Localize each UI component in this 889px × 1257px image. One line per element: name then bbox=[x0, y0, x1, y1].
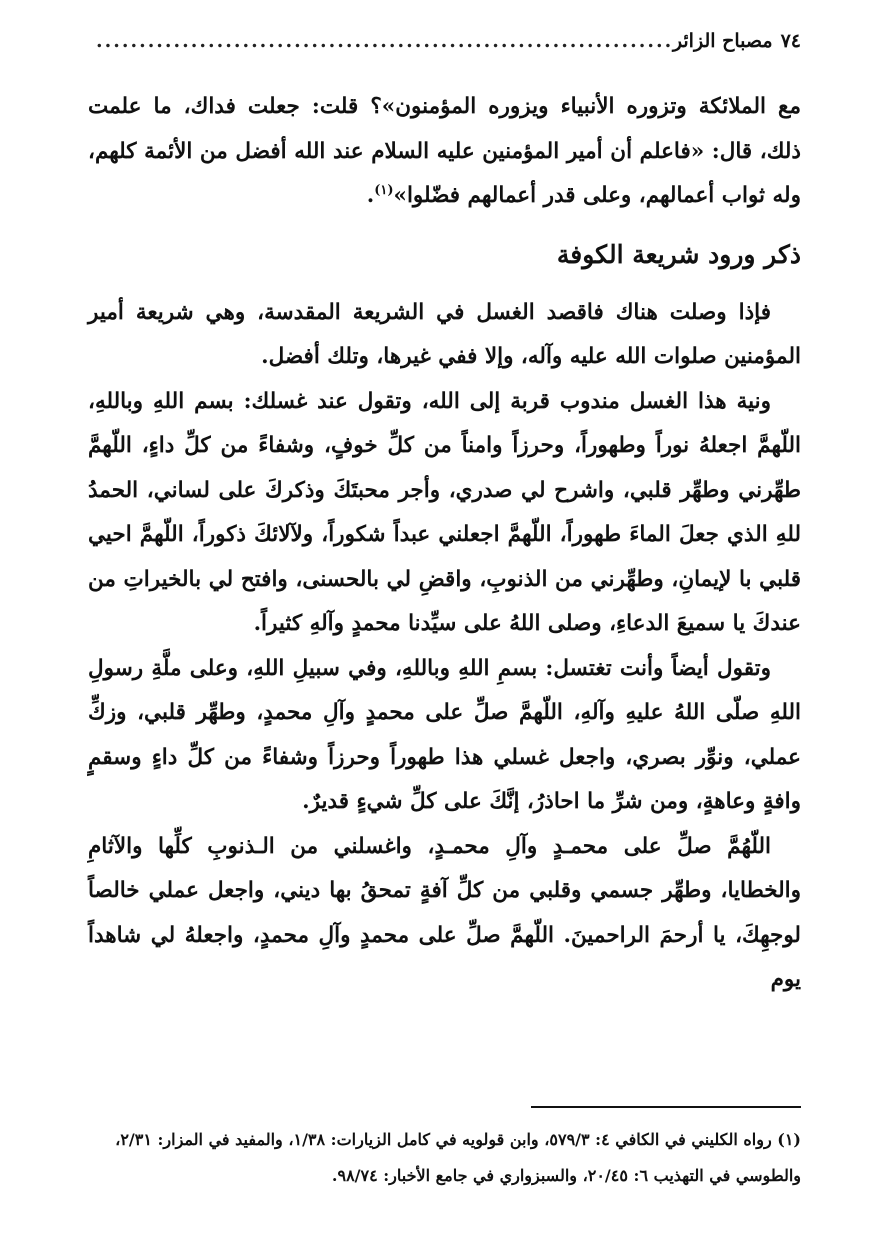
footnote-reference: (١) bbox=[374, 182, 394, 198]
paragraph: فإذا وصلت هناك فاقصد الغسل في الشريعة المقدسة، وهي شريعة أمير المؤمنين صلوات الله عليه وآله، وإلا ففي غيرها، وتلك أفضل. bbox=[88, 299, 801, 369]
footnote-divider bbox=[531, 1106, 801, 1108]
paragraph: اللّهُمَّ صلِّ على محمـدٍ وآلِ محمـدٍ، واغسلني من الـذنوبِ كلِّها والآثامِ والخطايا، وطهِّر جسمي وقلبي من كلِّ آفةٍ تمحقُ بها ديني، واجعل عملي خالصاً لوجهِكَ، يا أرحمَ الراحمينَ. اللّهمَّ صلِّ على محمدٍ وآلِ محمدٍ، واجعلهُ لي شاهداً يوم bbox=[88, 833, 801, 992]
footnotes bbox=[88, 1122, 801, 1194]
book-title: مصباح الزائر bbox=[672, 30, 773, 52]
page-number: ٧٤ bbox=[780, 30, 801, 52]
running-header bbox=[88, 30, 801, 67]
continuation-end: . bbox=[366, 183, 375, 208]
main-text bbox=[88, 85, 801, 1003]
section-heading: ذكر ورود شريعة الكوفة bbox=[556, 239, 801, 269]
paragraph: ونية هذا الغسل مندوب قربة إلى الله، وتقول عند غسلك: بسم اللهِ وباللهِ، اللّهمَّ اجعلهُ نوراً وطهوراً، وحرزاً وامناً من كلِّ خوفٍ، وشفاءً من كلِّ داءٍ، اللّهمَّ طهِّرني وطهِّر قلبي، واشرح لي صدري، وأجر محبتَكَ وذكركَ على لساني، الحمدُ للهِ الذي جعلَ الماءَ طهوراً، اللّهمَّ اجعلني عبداً شكوراً، ولآلائكَ ذكوراً، اللّهمَّ احيي قلبي با لإيمانِ، وطهِّرني من الذنوبِ، واقضِ لي بالحسنى، وافتح لي بالخيراتِ من عندكَ يا سميعَ الدعاءِ، وصلى اللهُ على سيِّدنا محمدٍ وآلهِ كثيراً. bbox=[88, 388, 801, 636]
leader-dots bbox=[96, 30, 673, 52]
footnote: (١) رواه الكليني في الكافي ٤: ٥٧٩/٣، وابن قولويه في كامل الزيارات: ١/٣٨، والمفيد في المزار: ٢/٣١، والطوسي في التهذيب ٦: ٢٠/٤٥، والسبزواري في جامع الأخبار: ٩٨/٧٤. bbox=[115, 1130, 801, 1185]
paragraph: وتقول أيضاً وأنت تغتسل: بسمِ اللهِ وباللهِ، وفي سبيلِ اللهِ، وعلى ملَّةِ رسولِ اللهِ صلّى اللهُ عليهِ وآلهِ، اللّهمَّ صلِّ على محمدٍ وآلِ محمدٍ، وطهِّر قلبي، وزكِّ عملي، ونوِّر بصري، واجعل غسلي هذا طهوراً وحرزاً وشفاءً من كلِّ داءٍ وسقمٍ وافةٍ وعاهةٍ، ومن شرِّ ما احاذرُ، إنَّكَ على كلِّ شيءٍ قديرٌ. bbox=[88, 655, 801, 814]
continuation-paragraph bbox=[88, 85, 801, 219]
continuation-text: مع الملائكة وتزوره الأنبياء ويزوره المؤمنون»؟ قلت: جعلت فداك، ما علمت ذلك، قال: «فاعلم أن أمير المؤمنين عليه السلام عند الله أفضل من الأئمة كلهم، وله ثواب أعمالهم، وعلى قدر أعمالهم فضّلوا» bbox=[88, 94, 801, 208]
